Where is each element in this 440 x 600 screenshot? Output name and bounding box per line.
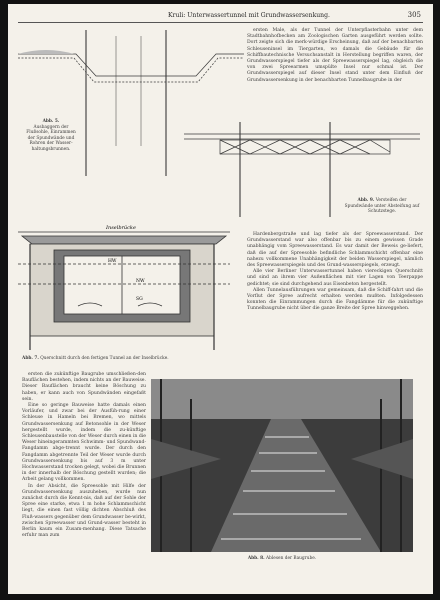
paragraph: Alle vier Berliner Unterwassertunnel haben viereckigen Querschnitt und sind an ihrem vier Außenflächen mit vier Lagen von Teerpappe gedichtet; sie sind durchgehend aus Eisenbeton hergestellt. [247,269,423,287]
figure-5-caption [22,119,80,153]
figure-8-label: Abb. 8. [247,556,265,561]
running-title: Kruli: Unterwassertunnel mit Grundwassersenkung. [168,12,330,19]
page-number: 305 [407,11,421,19]
page-header [18,10,423,23]
figure-8-photo [151,379,413,552]
paragraph: ersten Male, als der Tunnel der Unterpflasterbahn unter dem Stadtbahnhofbecken am Zoologischen Garten ausgeführt werden sollte. Dort zeigte sich die merk-würdige Erscheinung, daß auf der benachbarten Schleuseninsel im Tiergarten, wo damals die Gebäude für die Schiffbautechnische Versuchsanstalt in Herstellung begriffen waren, der Grundwasserspiegel tiefer als der Spreewasserspiegel lag, obgleich die von zwei Spreearmen umspülte Insel nur schmal ist. Der Grundwasserspiegel auf dieser Insel stand unter dem Einfluß der Grundwassersenkung in der benachbarten Tunnelbaugrube in der [247,28,423,83]
paragraph: Eine so geringe Bauweise hatte damals einen Vorläufer, und zwar bei der Ausfüh-rung einer Schleuse in Hameln bei Bremen, wo mittels Grundwassersenkung auf Betonsohle in der Weser hergestellt wurde, indem die zu-künftige Schleusenbaustelle von der Weser durch einen in die Weser hineingerammten Schwimm- und Spundwand-Fangdamm abge-trennt wurde. Der durch den Fangdamm abgetrennte Teil der Weser wurde durch Grundwassersenkung bis auf 3 m unter Hochwasserstand trocken gelegt, wobei die Brunnen in der innerhalb der Böschung gestellt wurden; die Arbeit gelang vollkommen. [22,403,146,483]
figure-7-label: Abb. 7. [22,356,39,361]
paragraph: Allen Tunnelausführungen war gemeinsam, daß die Schiff-fahrt und die Vorflut der Spree aufrecht erhalten werden mußten. Infolgedessen konnten die Einrammungen durch die Fangdämme für die zukünftige Tunnelbaugrube nicht über die ganze Breite der Spree hinweggehen. [247,287,423,312]
figure-5-text: Ausbaggern der Flußsohle, Einrammen der Spundwände und Rohren der Wasser-haltungsbrunnen. [26,124,76,152]
figure-5-label: Abb. 5. [42,119,60,124]
figure-9-caption [343,198,421,215]
figure-7-label-hw: HW [108,259,117,264]
figure-9-text: Versteifen der Spundwände unter Absteifung auf Schutzstege. [344,198,420,215]
figure-7-drawing [16,220,236,355]
text-column-mid-right [247,232,423,374]
paragraph: In der Absicht, die Spreesohle mit Hilfe der Grundwassersenkung auszuheben, wurde nun zunächst durch die Kennt-nis, daß auf der Sohle der Spree eine starke, etwa 1 m hohe Schlammschicht liegt, die einen fast völlig dichten Abschluß des Fluß-wassers gegenüber dem Grundwasser be-wirkt, zwischen Spreewasser und Grund-wasser besteht in Berlin kaum ein Zusam-menhang. Diese Tatsache erfuhr man zum [22,483,146,539]
figure-7-label-nw: NW [136,279,145,284]
text-column-top-right [247,28,423,110]
figure-7-label-sg: SG [136,297,143,302]
figure-9-label: Abb. 9. [357,198,375,203]
figure-8-caption [151,556,413,562]
figure-7-caption [22,356,232,362]
paragraph: ersten die zukünftige Baugrube umschließen-den Bauflächen bestehen, indem nichts an der Bauweise. Dieser Bauflächen braucht keine Böschung zu haben, er kann auch von Spundwänden eingefaßt sein. [22,372,146,402]
paragraph: Hardenbergstraße und lag tiefer als der Spreewasserstand. Der Grundwasserstand war also offenbar bis zu einem gewissen Grade unabhängig vom Spreewasserstand. Es war damit der Beweis ge-liefert, daß die auf der Spreesohle befindliche Schlammschicht offenbar eine nahezu vollkommene Unabhängigkeit der beiden Wasserspiegel, nämlich des Spreewasserspiegels und des Grund-wasserspiegels, erzeugt. [247,232,423,269]
journal-page [8,4,433,594]
figure-7-label-top: Inselbrücke [106,225,136,231]
text-column-bottom-left [22,372,146,584]
figure-8-text: Ablesen der Baugrube. [266,556,317,561]
figure-7-text: Querschnitt durch den fertigen Tunnel an der Inselbrücke. [40,356,169,361]
